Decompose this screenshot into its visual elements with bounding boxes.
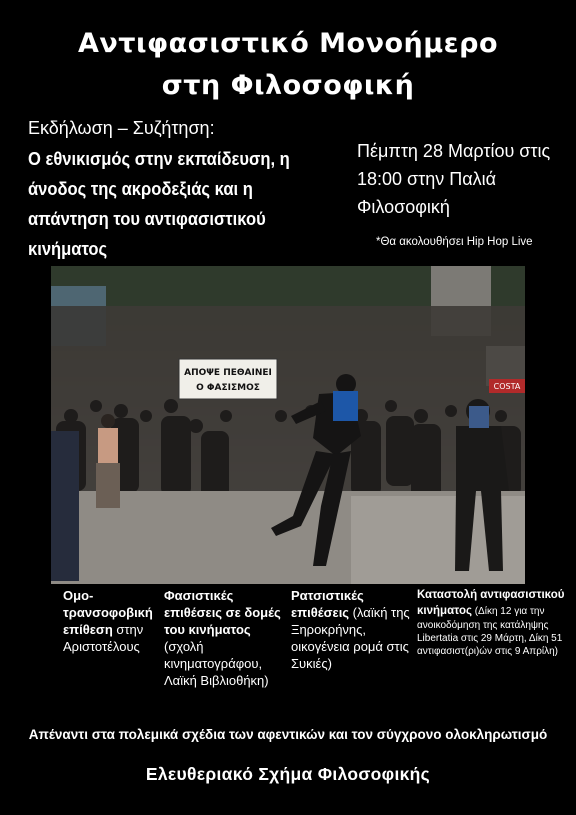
- event-type: Εκδήλωση – Συζήτηση:: [28, 118, 215, 138]
- incident-3-title: Ρατσιστικές επιθέσεις: [291, 588, 364, 620]
- incident-2-title: Φασιστικές επιθέσεις σε δομές του κινήματος: [164, 588, 281, 637]
- signature: Ελευθεριακό Σχήμα Φιλοσοφικής: [145, 764, 431, 784]
- shop-sign-text: COSTA: [493, 382, 521, 391]
- slogan: Απέναντι στα πολεμικά σχέδια των αφεντικών και τον σύγχρονο ολοκληρωτισμό: [28, 727, 548, 742]
- incident-column-2: [164, 587, 286, 689]
- title-line-1: Αντιφασιστικό Μονοήμερο: [77, 28, 499, 59]
- incident-column-1: [63, 587, 155, 655]
- event-topic: Ο εθνικισμός στην εκπαίδευση, η άνοδος της ακροδεξιάς και η απάντηση του αντιφασιστικού κινήματος: [28, 149, 290, 259]
- incident-3-detail: (λαϊκή της Ξηροκρήνης, οικογένεια ρομά στις Συκιές): [291, 605, 410, 671]
- event-date-location: Πέμπτη 28 Μαρτίου στις 18:00 στην Παλιά Φιλοσοφική: [357, 141, 551, 217]
- incident-1-title: Ομο-τρανσοφοβική επίθεση: [63, 588, 153, 637]
- incident-4-title: Καταστολή αντιφασιστικού κινήματος: [417, 589, 565, 617]
- incident-1-detail: στην Αριστοτέλους: [63, 622, 144, 654]
- banner-text-2: Ο ΦΑΣΙΣΜΟΣ: [196, 383, 260, 393]
- incident-2-detail: (σχολή κινηματογράφου, Λαϊκή Βιβλιοθήκη): [164, 639, 269, 688]
- banner-text-1: ΑΠΟΨΕ ΠΕΘΑΙΝΕΙ: [184, 368, 272, 378]
- protest-photo: [51, 266, 525, 584]
- incident-column-3: [291, 587, 411, 672]
- event-note: *Θα ακολουθήσει Hip Hop Live: [376, 236, 533, 248]
- incident-column-4: [417, 587, 567, 658]
- title-line-2: στη Φιλοσοφική: [161, 70, 415, 101]
- incident-4-detail: (Δίκη 12 για την ανοικοδόμηση της κατάληψης Libertatia στις 29 Μάρτη, Δίκη 51 αντιφασιστ(ρι)ών στις 9 Απρίλη): [417, 606, 563, 657]
